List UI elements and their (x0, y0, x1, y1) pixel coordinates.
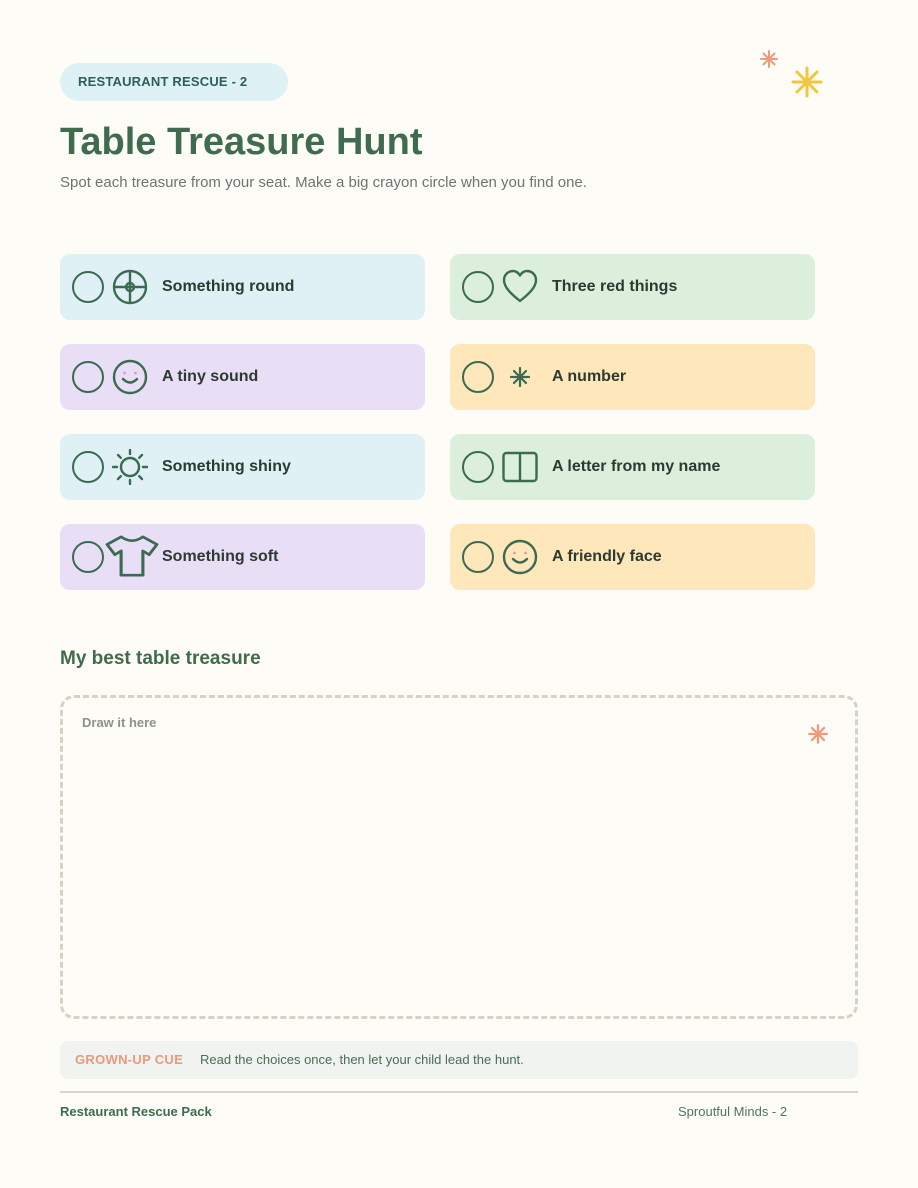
find-circle-checkbox[interactable] (72, 271, 104, 303)
cue-label: GROWN-UP CUE (75, 1052, 184, 1067)
treasure-label: A tiny sound (162, 368, 259, 385)
treasure-label: A letter from my name (552, 458, 721, 475)
footer-divider (60, 1091, 858, 1093)
treasure-card-a-friendly-face[interactable] (450, 524, 815, 590)
series-pill: RESTAURANT RESCUE - 2 (60, 63, 288, 101)
yellow-sparkle-icon (791, 66, 823, 98)
treasure-label: A number (552, 368, 627, 385)
page-title: Table Treasure Hunt (60, 121, 423, 163)
smiley-face-icon (502, 539, 538, 575)
smiley-face-icon (112, 359, 148, 395)
drawing-hint: Draw it here (82, 715, 157, 730)
page-subtitle: Spot each treasure from your seat. Make a big crayon circle when you find one. (60, 174, 587, 191)
crosshair-circle-icon (112, 269, 148, 305)
treasure-card-a-tiny-sound[interactable] (60, 344, 425, 410)
find-circle-checkbox[interactable] (462, 271, 494, 303)
drawing-area[interactable] (60, 695, 858, 1019)
treasure-label: Something soft (162, 548, 279, 565)
sun-icon (112, 449, 148, 485)
footer-pack-name: Restaurant Rescue Pack (60, 1104, 212, 1119)
drawing-section-heading: My best table treasure (60, 648, 261, 669)
cue-text: Read the choices once, then let your child lead the hunt. (200, 1052, 524, 1067)
t-shirt-icon (104, 533, 160, 579)
treasure-card-a-number[interactable] (450, 344, 815, 410)
find-circle-checkbox[interactable] (72, 541, 104, 573)
treasure-card-something-round[interactable] (60, 254, 425, 320)
open-book-icon (502, 449, 538, 485)
treasure-card-three-red-things[interactable] (450, 254, 815, 320)
find-circle-checkbox[interactable] (462, 541, 494, 573)
treasure-label: Something shiny (162, 458, 291, 475)
find-circle-checkbox[interactable] (72, 451, 104, 483)
treasure-card-something-soft[interactable] (60, 524, 425, 590)
find-circle-checkbox[interactable] (72, 361, 104, 393)
grown-up-cue-banner (60, 1041, 858, 1079)
footer-publisher-page: Sproutful Minds - 2 (678, 1104, 788, 1119)
treasure-card-something-shiny[interactable] (60, 434, 425, 500)
treasure-label: A friendly face (552, 548, 662, 565)
treasure-label: Three red things (552, 278, 678, 295)
small-coral-sparkle-icon (759, 49, 779, 69)
heart-icon (502, 269, 538, 305)
treasure-label: Something round (162, 278, 295, 295)
asterisk-icon (502, 359, 538, 395)
coral-sparkle-icon (807, 723, 829, 745)
treasure-card-a-letter-from-my-name[interactable] (450, 434, 815, 500)
find-circle-checkbox[interactable] (462, 361, 494, 393)
find-circle-checkbox[interactable] (462, 451, 494, 483)
